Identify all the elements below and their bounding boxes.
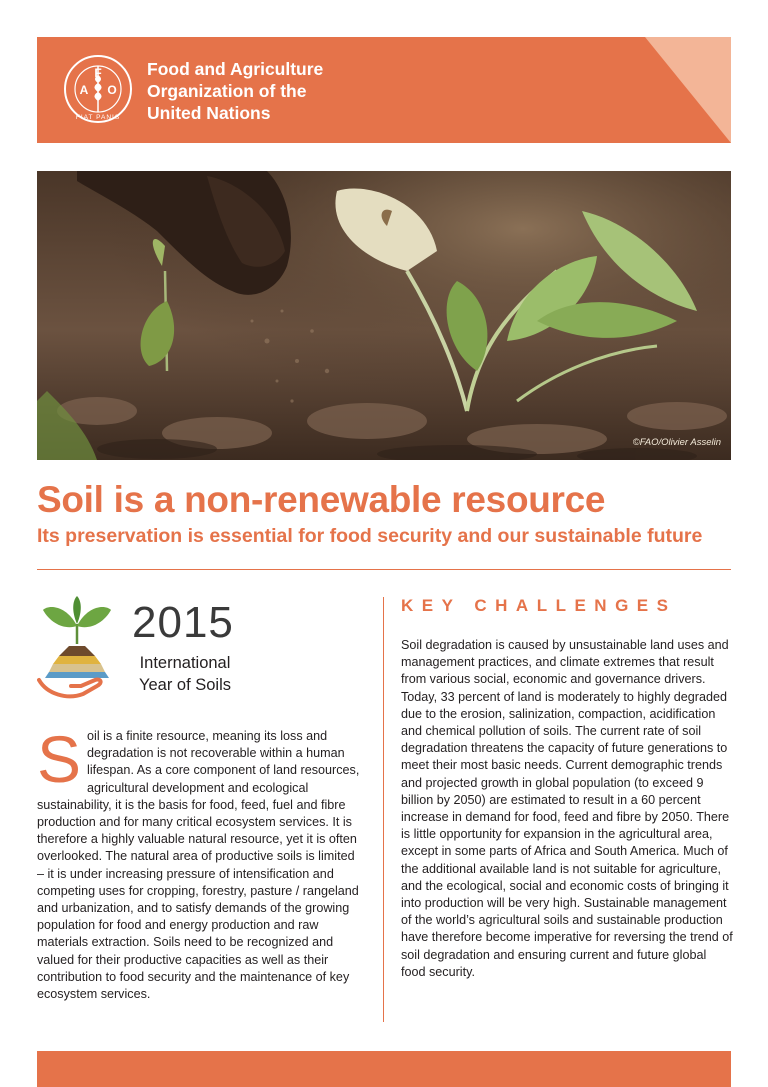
intro-text: oil is a finite resource, meaning its loss and degradation is not recoverable within a human lifespan. As a core component of land resources, agricultural development and ecological sustainability, it is the basis for food, feed, fuel and fibre production and for many critical ecosystem services. It is therefore a highly valuable natural resource, yet it is often overlooked. The natural area of productive soils is limited – it is under increasing pressure of intensification and competing uses for cropping, forestry, pasture / rangeland and urbanization, and to satisfy demands of the growing population for food and energy production and raw materials extraction. Soils need to be recognized and valued for their productive capacities as well as their contribution to food security and the maintenance of key ecosystem services. (37, 729, 360, 1002)
page-title: Soil is a non-renewable resource (37, 479, 606, 520)
header-corner-decoration (645, 37, 731, 143)
org-name-line-1: Food and Agriculture (147, 59, 324, 79)
intro-paragraph (37, 722, 362, 1003)
fao-logo-letter-o: O (107, 83, 117, 97)
fao-logo-motto: FIAT PANIS (75, 114, 121, 121)
iys-name (132, 652, 238, 696)
iys-name-line-1: International (139, 654, 231, 672)
iys-logo (37, 596, 117, 700)
photo-credit: ©FAO/Olivier Asselin (632, 437, 721, 448)
header-banner (37, 37, 731, 143)
fao-logo-letter-f: F (94, 66, 102, 80)
org-name-line-2: Organization of the (147, 81, 307, 101)
footer-band (37, 1051, 731, 1087)
fao-logo (62, 53, 134, 125)
org-name-line-3: United Nations (147, 103, 271, 123)
fao-logo-letter-a: A (79, 83, 89, 97)
org-name (147, 58, 323, 124)
iys-name-line-2: Year of Soils (138, 676, 232, 694)
key-challenges-heading: KEY CHALLENGES (401, 596, 677, 615)
iys-year: 2015 (132, 598, 234, 647)
column-divider (383, 597, 384, 1022)
hero-photo (37, 171, 731, 460)
key-challenges-text: Soil degradation is caused by unsustainable land uses and management practices, and climate extremes that result from various social, economic and governance drivers. Today, 33 percent of land is moderately to highly degraded due to the erosion, salinization, compaction, acidification and chemical pollution of soils. The current rate of soil degradation threatens the capacity of future generations to meet their most basic needs. Current demographic trends and projected growth in global population (to exceed 9 billion by 2050) are estimated to result in a 60 percent increase in demand for food, feed and fibre by 2050. There is little opportunity for expansion in the agricultural area, except in some parts of Africa and South America. Much of the additional available land is not suitable for agriculture, and the ecological, social and economic costs of bringing it into production will be very high. Sustainable management of the world’s agricultural soils and sustainable production have therefore become imperative for reversing the trend of soil degradation and ensuring current and future global food security. (401, 638, 733, 979)
drop-cap: S (37, 722, 82, 796)
page-subtitle: Its preservation is essential for food security and our sustainable future (37, 525, 703, 547)
title-divider (37, 569, 731, 570)
